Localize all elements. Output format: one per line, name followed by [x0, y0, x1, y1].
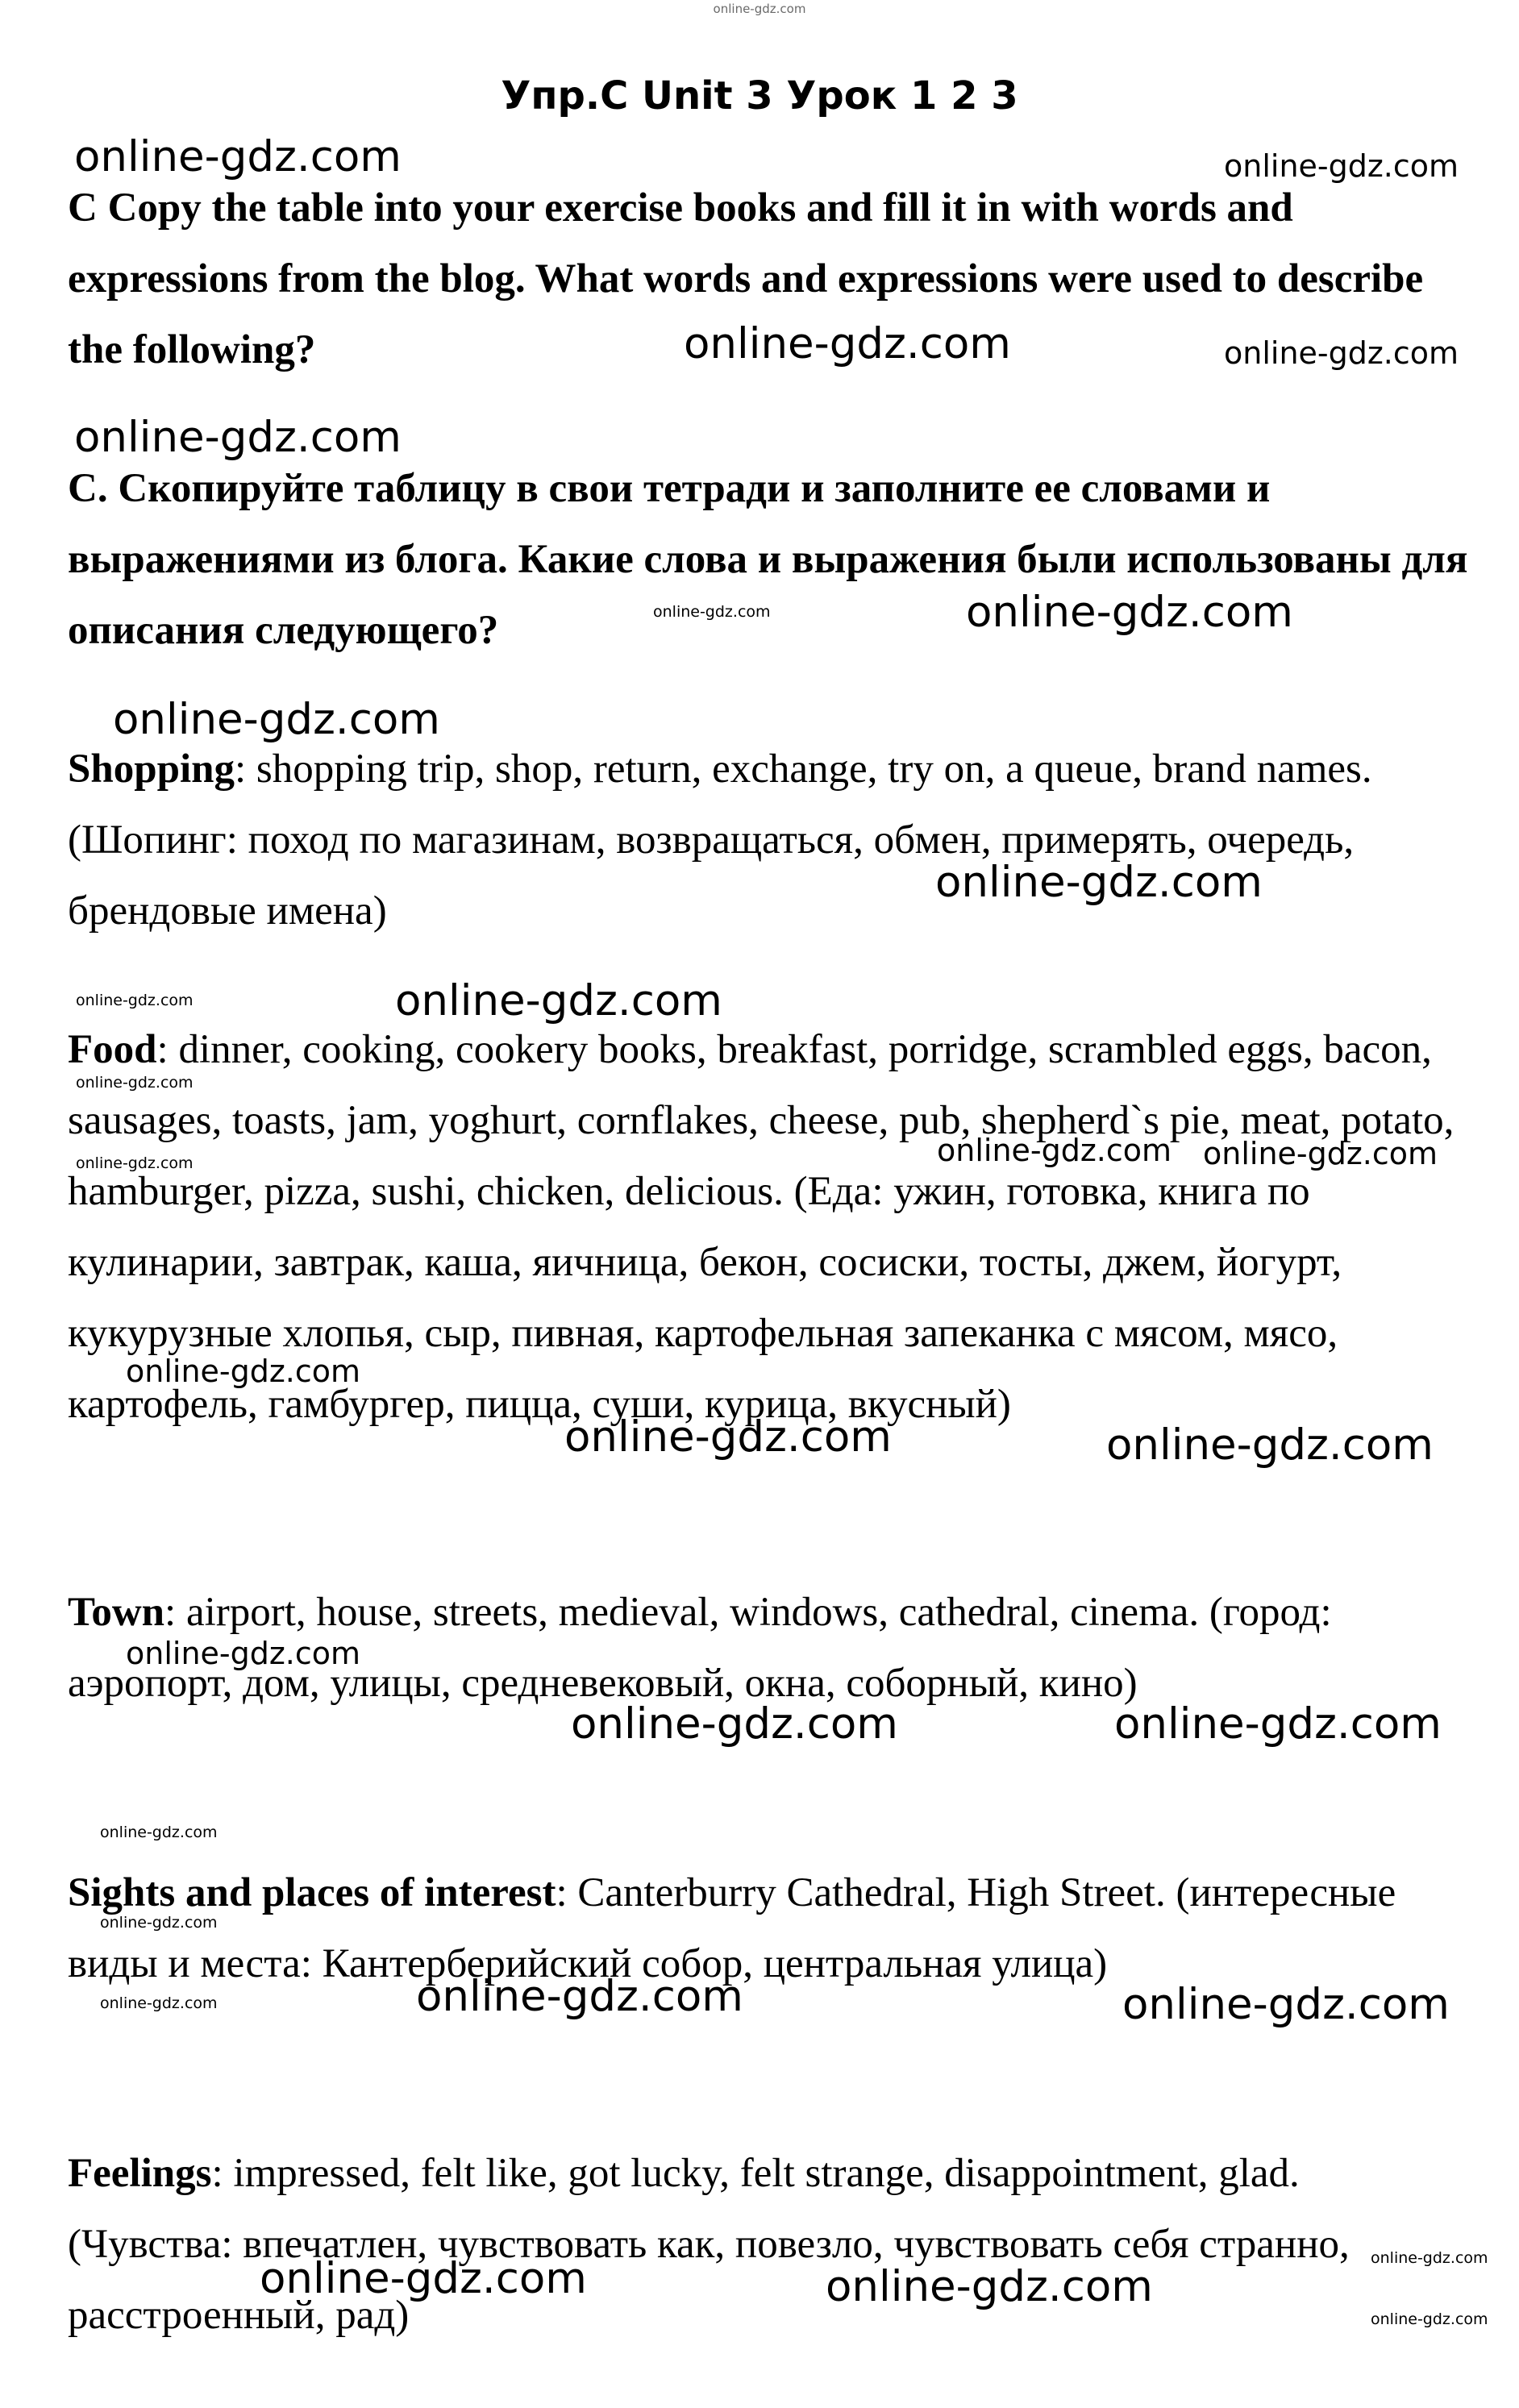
- watermark: online-gdz.com: [1122, 1980, 1450, 2029]
- watermark: online-gdz.com: [126, 1354, 361, 1389]
- watermark: online-gdz.com: [395, 976, 722, 1025]
- watermark: online-gdz.com: [416, 1972, 743, 2021]
- watermark: online-gdz.com: [1371, 2249, 1488, 2267]
- watermark: online-gdz.com: [74, 413, 402, 462]
- watermark: online-gdz.com: [1224, 335, 1459, 371]
- watermark: online-gdz.com: [1224, 148, 1459, 184]
- section-label: Sights and places of interest: [68, 1870, 556, 1915]
- page-title: Упр.C Unit 3 Урок 1 2 3: [501, 73, 1018, 119]
- watermark: online-gdz.com: [937, 1133, 1172, 1168]
- watermark: online-gdz.com: [653, 603, 771, 621]
- watermark: online-gdz.com: [100, 1824, 218, 1841]
- watermark: online-gdz.com: [826, 2262, 1153, 2311]
- watermark: online-gdz.com: [1203, 1136, 1438, 1171]
- section-shopping: [68, 734, 1471, 946]
- section-label: Feelings: [68, 2151, 212, 2196]
- watermark: online-gdz.com: [126, 1636, 361, 1671]
- top-watermark: online-gdz.com: [713, 2, 806, 16]
- watermark: online-gdz.com: [571, 1699, 898, 1749]
- section-text: : impressed, felt like, got lucky, felt strange, disappointment, glad. (Чувства: впечатлен, чувствовать как, повезло, чувствовать себя странно, расстроенный, рад): [68, 2151, 1350, 2338]
- watermark: online-gdz.com: [74, 132, 402, 181]
- watermark: online-gdz.com: [260, 2254, 587, 2303]
- watermark: online-gdz.com: [100, 1994, 218, 2012]
- watermark: online-gdz.com: [564, 1412, 892, 1462]
- watermark: online-gdz.com: [935, 858, 1263, 907]
- section-label: Town: [68, 1590, 165, 1635]
- section-label: Food: [68, 1027, 157, 1072]
- section-feelings: [68, 2138, 1471, 2351]
- section-text: : shopping trip, shop, return, exchange, try on, a queue, brand names. (Шопинг: поход по магазинам, возвращаться, обмен, примерять, очередь, брендовые имена): [68, 747, 1372, 934]
- task-english: C Copy the table into your exercise books and fill it in with words and expressions from the blog. What words and expressions were used to describe the following?: [68, 185, 1424, 372]
- section-label: Shopping: [68, 747, 235, 792]
- watermark: online-gdz.com: [76, 992, 194, 1009]
- watermark: online-gdz.com: [76, 1154, 194, 1172]
- watermark: online-gdz.com: [1114, 1699, 1442, 1749]
- watermark: online-gdz.com: [966, 588, 1293, 637]
- watermark: online-gdz.com: [684, 319, 1011, 368]
- section-text: : airport, house, streets, medieval, windows, cathedral, cinema. (город: аэропорт, дом, улицы, средневековый, окна, соборный, кино): [68, 1590, 1332, 1706]
- section-text: : Canterburry Cathedral, High Street. (интересные виды и места: Кантерберийский собор, центральная улица): [68, 1870, 1396, 1986]
- watermark: online-gdz.com: [76, 1074, 194, 1092]
- watermark: online-gdz.com: [100, 1914, 218, 1932]
- watermark: online-gdz.com: [113, 695, 440, 744]
- watermark: online-gdz.com: [1106, 1420, 1434, 1470]
- section-sights: [68, 1857, 1471, 1999]
- watermark: online-gdz.com: [1371, 2310, 1488, 2328]
- section-text: : dinner, cooking, cookery books, breakfast, porridge, scrambled eggs, bacon, sausages, toasts, jam, yoghurt, cornflakes, cheese, pub, shepherd`s pie, meat, potato, hamburger, pizza, sushi, chicken, delicious. (Еда: ужин, готовка, книга по кулинарии, завтрак, каша, яичница, бекон, сосиски, тосты, джем, йогурт, кукурузные хлопья, сыр, пивная, картофельная запеканка с мясом, мясо, картофель, гамбургер, пицца, суши, курица, вкусный): [68, 1027, 1454, 1427]
- task-russian: C. Скопируйте таблицу в свои тетради и заполните ее словами и выражениями из блога. Какие слова и выражения были использованы для описания следующего?: [68, 466, 1468, 653]
